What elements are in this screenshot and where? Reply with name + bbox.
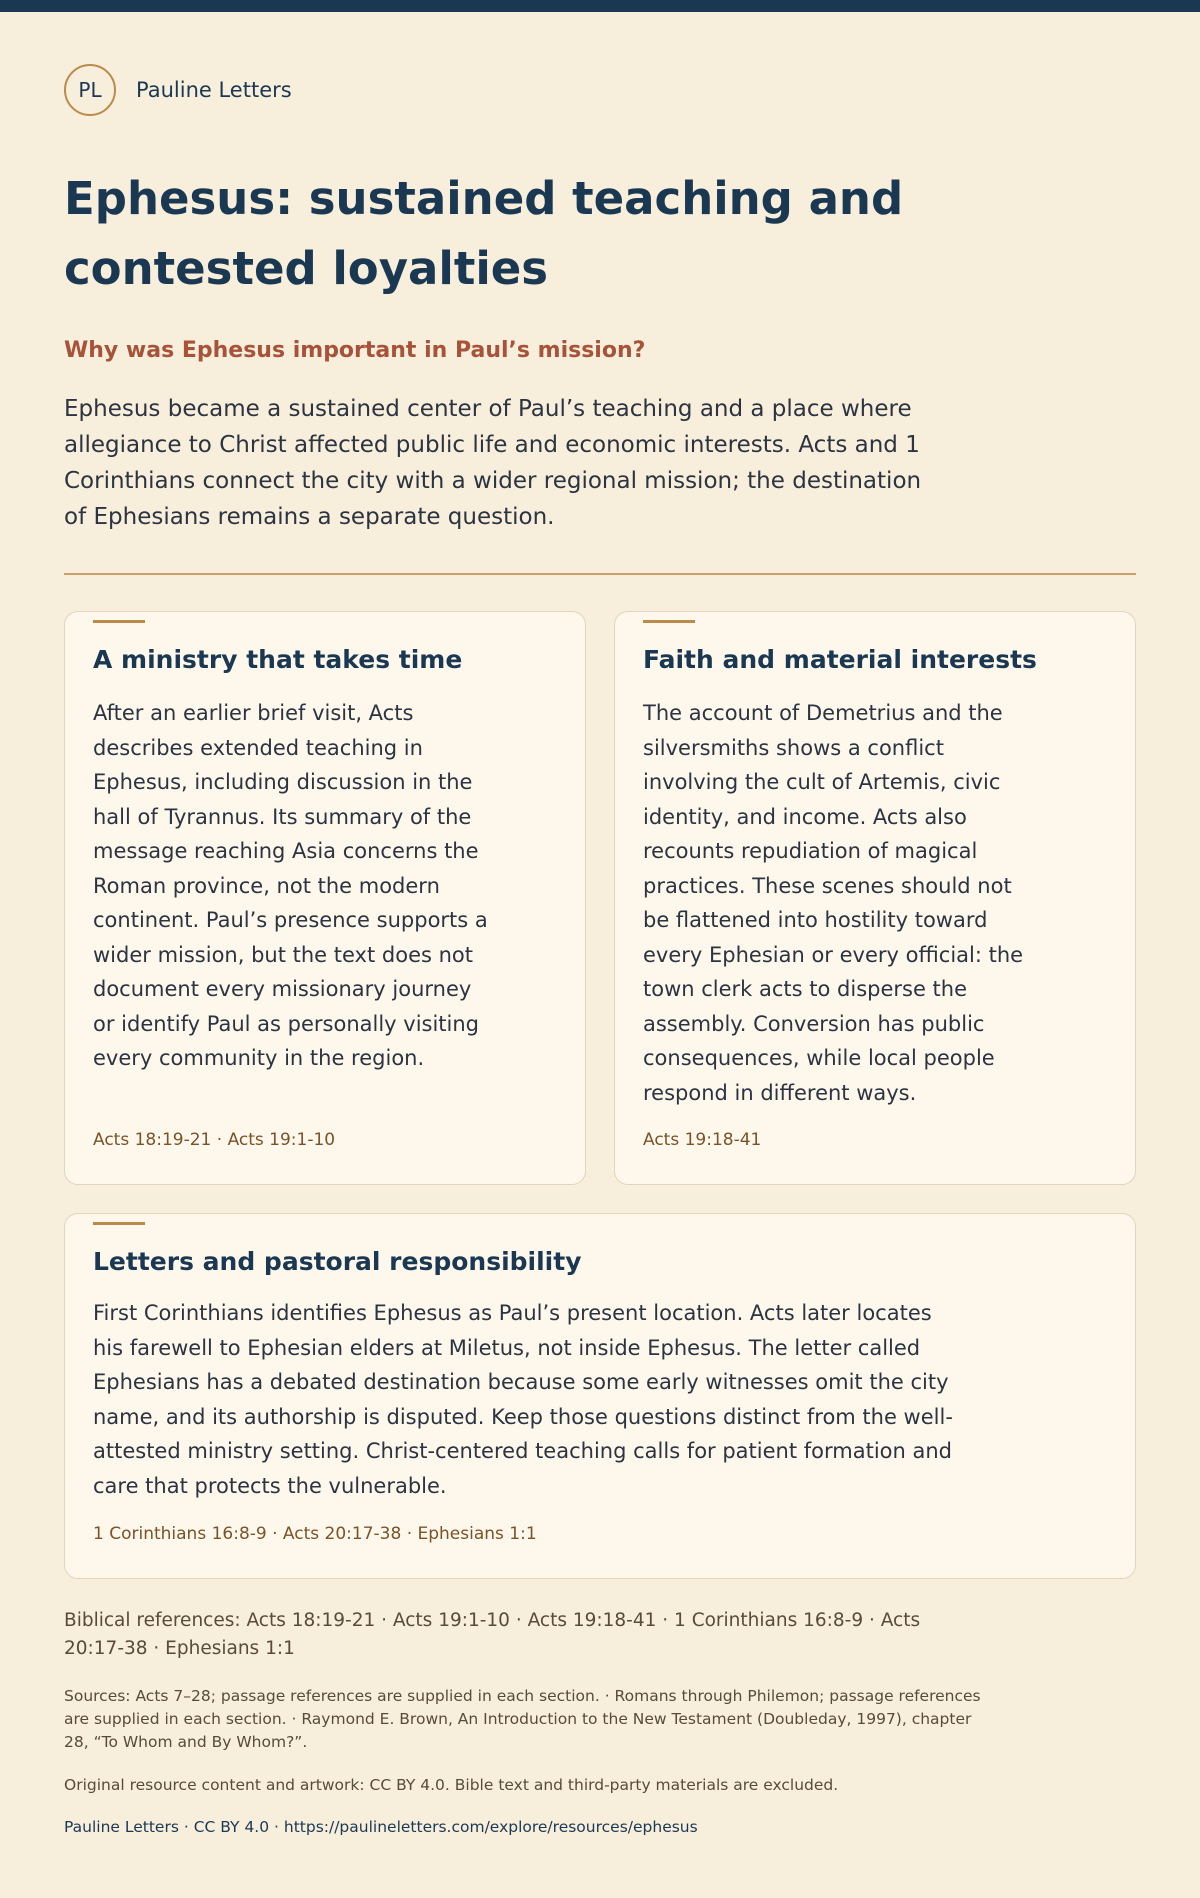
intro-paragraph: Ephesus became a sustained center of Paul’s teaching and a place where allegiance to Christ affected public life and economic interests. Acts and 1 Corinthians connect the city with a wider regional mission; the destination of Ephesians remains a separate question.: [64, 396, 922, 530]
card-accent-line: [93, 1222, 145, 1225]
card-references: Acts 18:19-21 · Acts 19:1-10: [93, 1130, 336, 1150]
card-accent-line: [93, 620, 145, 623]
card-title: A ministry that takes time: [93, 645, 463, 674]
card-body: After an earlier brief visit, Acts describes extended teaching in Ephesus, including discussion in the hall of Tyrannus. Its summary of the message reaching Asia concerns the Roman province, not the modern continent. Paul’s presence supports a wider mission, but the text does not document every missionary journey or identify Paul as personally visiting every community in the region.: [93, 701, 488, 1070]
card-title: Letters and pastoral responsibility: [93, 1247, 582, 1276]
brand-header[interactable]: [64, 64, 1136, 116]
footer-attribution[interactable]: Pauline Letters · CC BY 4.0 · https://paulineletters.com/explore/resources/ephesus: [64, 1818, 698, 1836]
card-accent-line: [643, 620, 695, 623]
brand-logo[interactable]: PL: [64, 64, 116, 116]
card-title: Faith and material interests: [643, 645, 1037, 674]
card-faith-material: [614, 611, 1136, 1185]
card-letters-pastoral: [64, 1213, 1136, 1579]
lead-question: Why was Ephesus important in Paul’s mission?: [64, 338, 646, 363]
card-body: The account of Demetrius and the silversmiths shows a conflict involving the cult of Artemis, civic identity, and income. Acts also recounts repudiation of magical practices. These scenes should not be flattened into hostility toward every Ephesian or every official: the town clerk acts to disperse the assembly. Conversion has public consequences, while local people respond in different ways.: [643, 701, 1024, 1105]
card-references: Acts 19:18-41: [643, 1130, 762, 1150]
page-title: Ephesus: sustained teaching and contested loyalties: [64, 172, 904, 295]
card-ministry-time: [64, 611, 586, 1185]
section-divider: [64, 573, 1136, 575]
license-note: Original resource content and artwork: CC BY 4.0. Bible text and third-party materials are excluded.: [64, 1776, 839, 1794]
biblical-references: Biblical references: Acts 18:19-21 · Acts 19:1-10 · Acts 19:18-41 · 1 Corinthians 16:8-9 · Acts 20:17-38 · Ephesians 1:1: [64, 1610, 921, 1659]
cards-row: [64, 611, 1136, 1185]
card-references: 1 Corinthians 16:8-9 · Acts 20:17-38 · Ephesians 1:1: [93, 1524, 537, 1544]
card-body: First Corinthians identifies Ephesus as Paul’s present location. Acts later locates his farewell to Ephesian elders at Miletus, not inside Ephesus. The letter called Ephesians has a debated destination because some early witnesses omit the city name, and its authorship is disputed. Keep those questions distinct from the well-attested ministry setting. Christ-centered teaching calls for patient formation and care that protects the vulnerable.: [93, 1301, 953, 1498]
brand-name[interactable]: Pauline Letters: [136, 78, 292, 102]
sources-note: Sources: Acts 7–28; passage references are supplied in each section. · Romans through Philemon; passage references are supplied in each section. · Raymond E. Brown, An Introduction to the New Testament (Doubleday, 1997), chapter 28, “To Whom and By Whom?”.: [64, 1687, 981, 1751]
page-content: [0, 64, 1200, 1836]
top-accent-bar: [0, 0, 1200, 12]
